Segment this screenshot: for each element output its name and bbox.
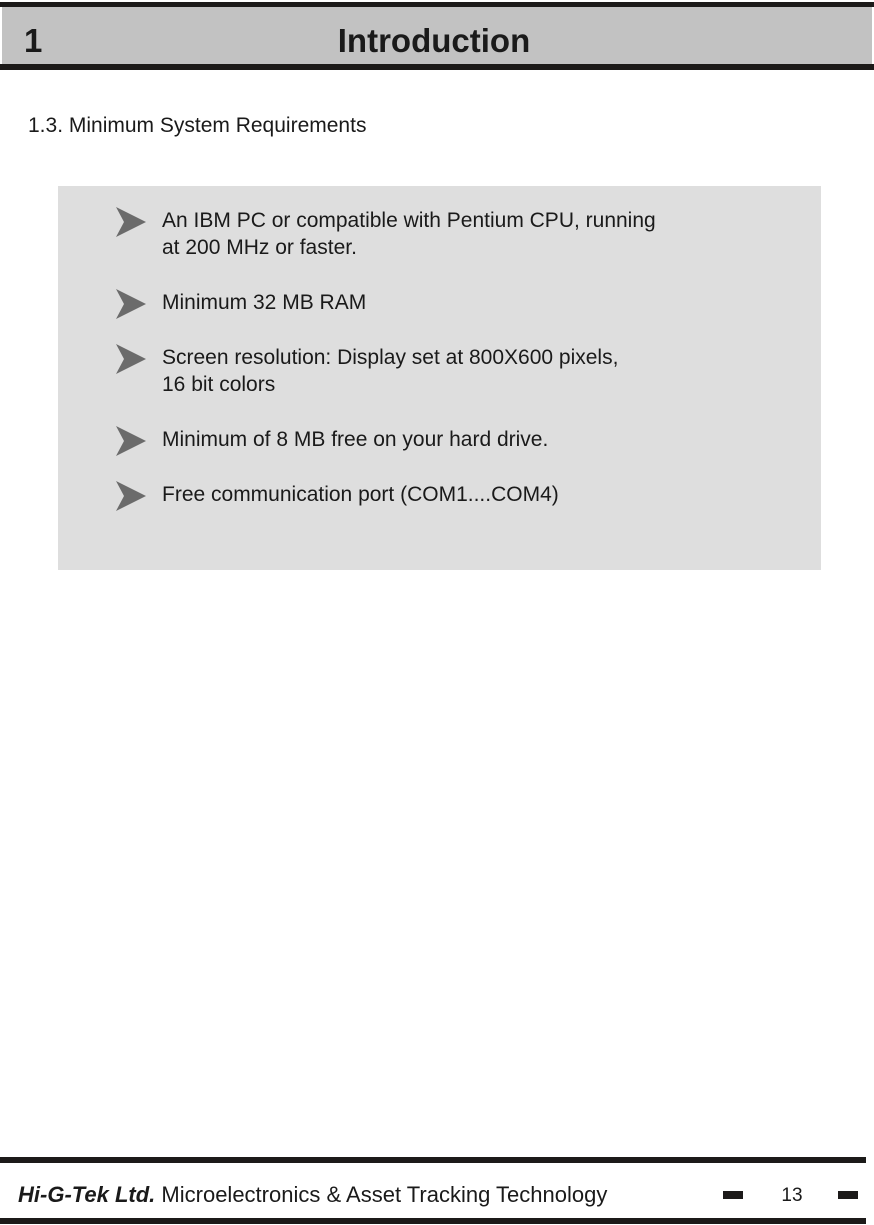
page-marker-right: [838, 1191, 858, 1199]
arrow-bullet-icon: [116, 207, 146, 237]
requirements-box: [58, 186, 821, 570]
footer-tagline: Microelectronics & Asset Tracking Technology: [161, 1182, 608, 1207]
chapter-number: 1: [24, 22, 43, 59]
requirement-text: Minimum of 8 MB free on your hard drive.: [162, 428, 549, 451]
requirement-item: [162, 344, 782, 398]
requirement-item: [162, 289, 782, 316]
arrow-bullet-icon: [116, 426, 146, 456]
requirement-text: An IBM PC or compatible with Pentium CPU, running: [162, 209, 656, 232]
footer-top-rule: [0, 1157, 866, 1163]
chapter-title: Introduction: [337, 22, 531, 59]
requirement-item: [162, 481, 782, 508]
requirement-text: at 200 MHz or faster.: [162, 236, 357, 259]
footer-bottom-rule: [0, 1218, 866, 1224]
page-number: 13: [781, 1185, 803, 1206]
arrow-bullet-icon: [116, 289, 146, 319]
header-bottom-rule: [0, 64, 874, 70]
requirement-item: [162, 207, 782, 261]
requirement-text: Free communication port (COM1....COM4): [162, 483, 559, 506]
requirement-text: Minimum 32 MB RAM: [162, 291, 367, 314]
chapter-header: [2, 7, 872, 64]
requirement-text: 16 bit colors: [162, 373, 276, 396]
requirement-item: [162, 426, 782, 453]
footer-text: [18, 1181, 607, 1209]
page-marker-left: [723, 1191, 743, 1199]
footer-brand: Hi-G-Tek Ltd.: [18, 1182, 156, 1207]
arrow-bullet-icon: [116, 481, 146, 511]
arrow-bullet-icon: [116, 344, 146, 374]
section-title: 1.3. Minimum System Requirements: [28, 114, 367, 137]
requirement-text: Screen resolution: Display set at 800X600 pixels,: [162, 346, 619, 369]
